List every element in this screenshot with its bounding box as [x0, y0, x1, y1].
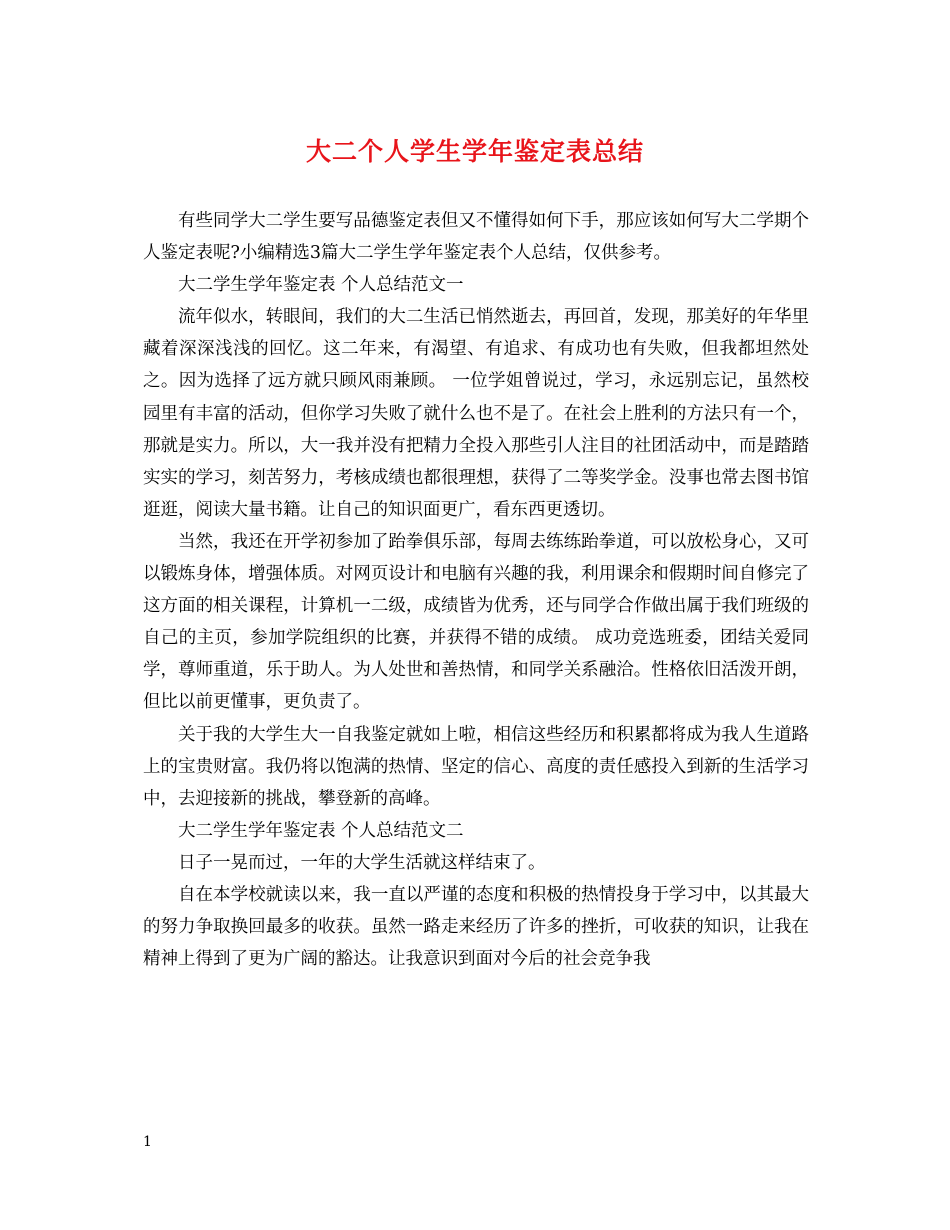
body-paragraph: 日子一晃而过，一年的大学生活就这样结束了。: [178, 852, 546, 873]
intro-paragraph: 有些同学大二学生要写品德鉴定表但又不懂得如何下手，那应该如何写大二学期个人鉴定表呢?小编精选3篇大二学生学年鉴定表个人总结，仅供参考。: [143, 211, 809, 264]
document-title: 大二个人学生学年鉴定表总结: [305, 137, 644, 166]
body-paragraph: 当然，我还在开学初参加了跆拳俱乐部，每周去练练跆拳道，可以放松身心，又可以锻炼身体，增强体质。对网页设计和电脑有兴趣的我，利用课余和假期时间自修完了这方面的相关课程，计算机一二级，成绩皆为优秀，还与同学合作做出属于我们班级的自己的主页，参加学院组织的比赛，并获得不错的成绩。 成功竞选班委，团结关爱同学，尊师重道，乐于助人。为人处世和善热情，和同学关系融洽。性格依旧活泼开朗，但比以前更懂事，更负责了。: [143, 531, 809, 713]
body-paragraph: 关于我的大学生大一自我鉴定就如上啦，相信这些经历和积累都将成为我人生道路上的宝贵财富。我仍将以饱满的热情、坚定的信心、高度的责任感投入到新的生活学习中，去迎接新的挑战，攀登新的高峰。: [143, 724, 809, 809]
body-paragraph: 自在本学校就读以来，我一直以严谨的态度和积极的热情投身于学习中，以其最大的努力争取换回最多的收获。虽然一路走来经历了许多的挫折，可收获的知识，让我在精神上得到了更为广阔的豁达。让我意识到面对今后的社会竞争我: [143, 884, 809, 970]
section-heading-two: 大二学生学年鉴定表 个人总结范文二: [178, 820, 464, 841]
body-paragraph: 流年似水，转眼间，我们的大二生活已悄然逝去，再回首，发现，那美好的年华里藏着深深浅浅的回忆。这二年来，有渴望、有追求、有成功也有失败，但我都坦然处之。因为选择了远方就只顾风雨兼顾。 一位学姐曾说过，学习，永远别忘记，虽然校园里有丰富的活动，但你学习失败了就什么也不是了。在社会上胜利的方法只有一个，那就是实力。所以，大一我并没有把精力全投入那些引人注目的社团活动中，而是踏踏实实的学习，刻苦努力，考核成绩也都很理想，获得了二等奖学金。没事也常去图书馆逛逛，阅读大量书籍。让自己的知识面更广，看东西更透切。: [143, 307, 809, 520]
document-body: [143, 205, 809, 975]
page-number: 1: [143, 1134, 152, 1150]
section-heading-one: 大二学生学年鉴定表 个人总结范文一: [178, 275, 464, 296]
